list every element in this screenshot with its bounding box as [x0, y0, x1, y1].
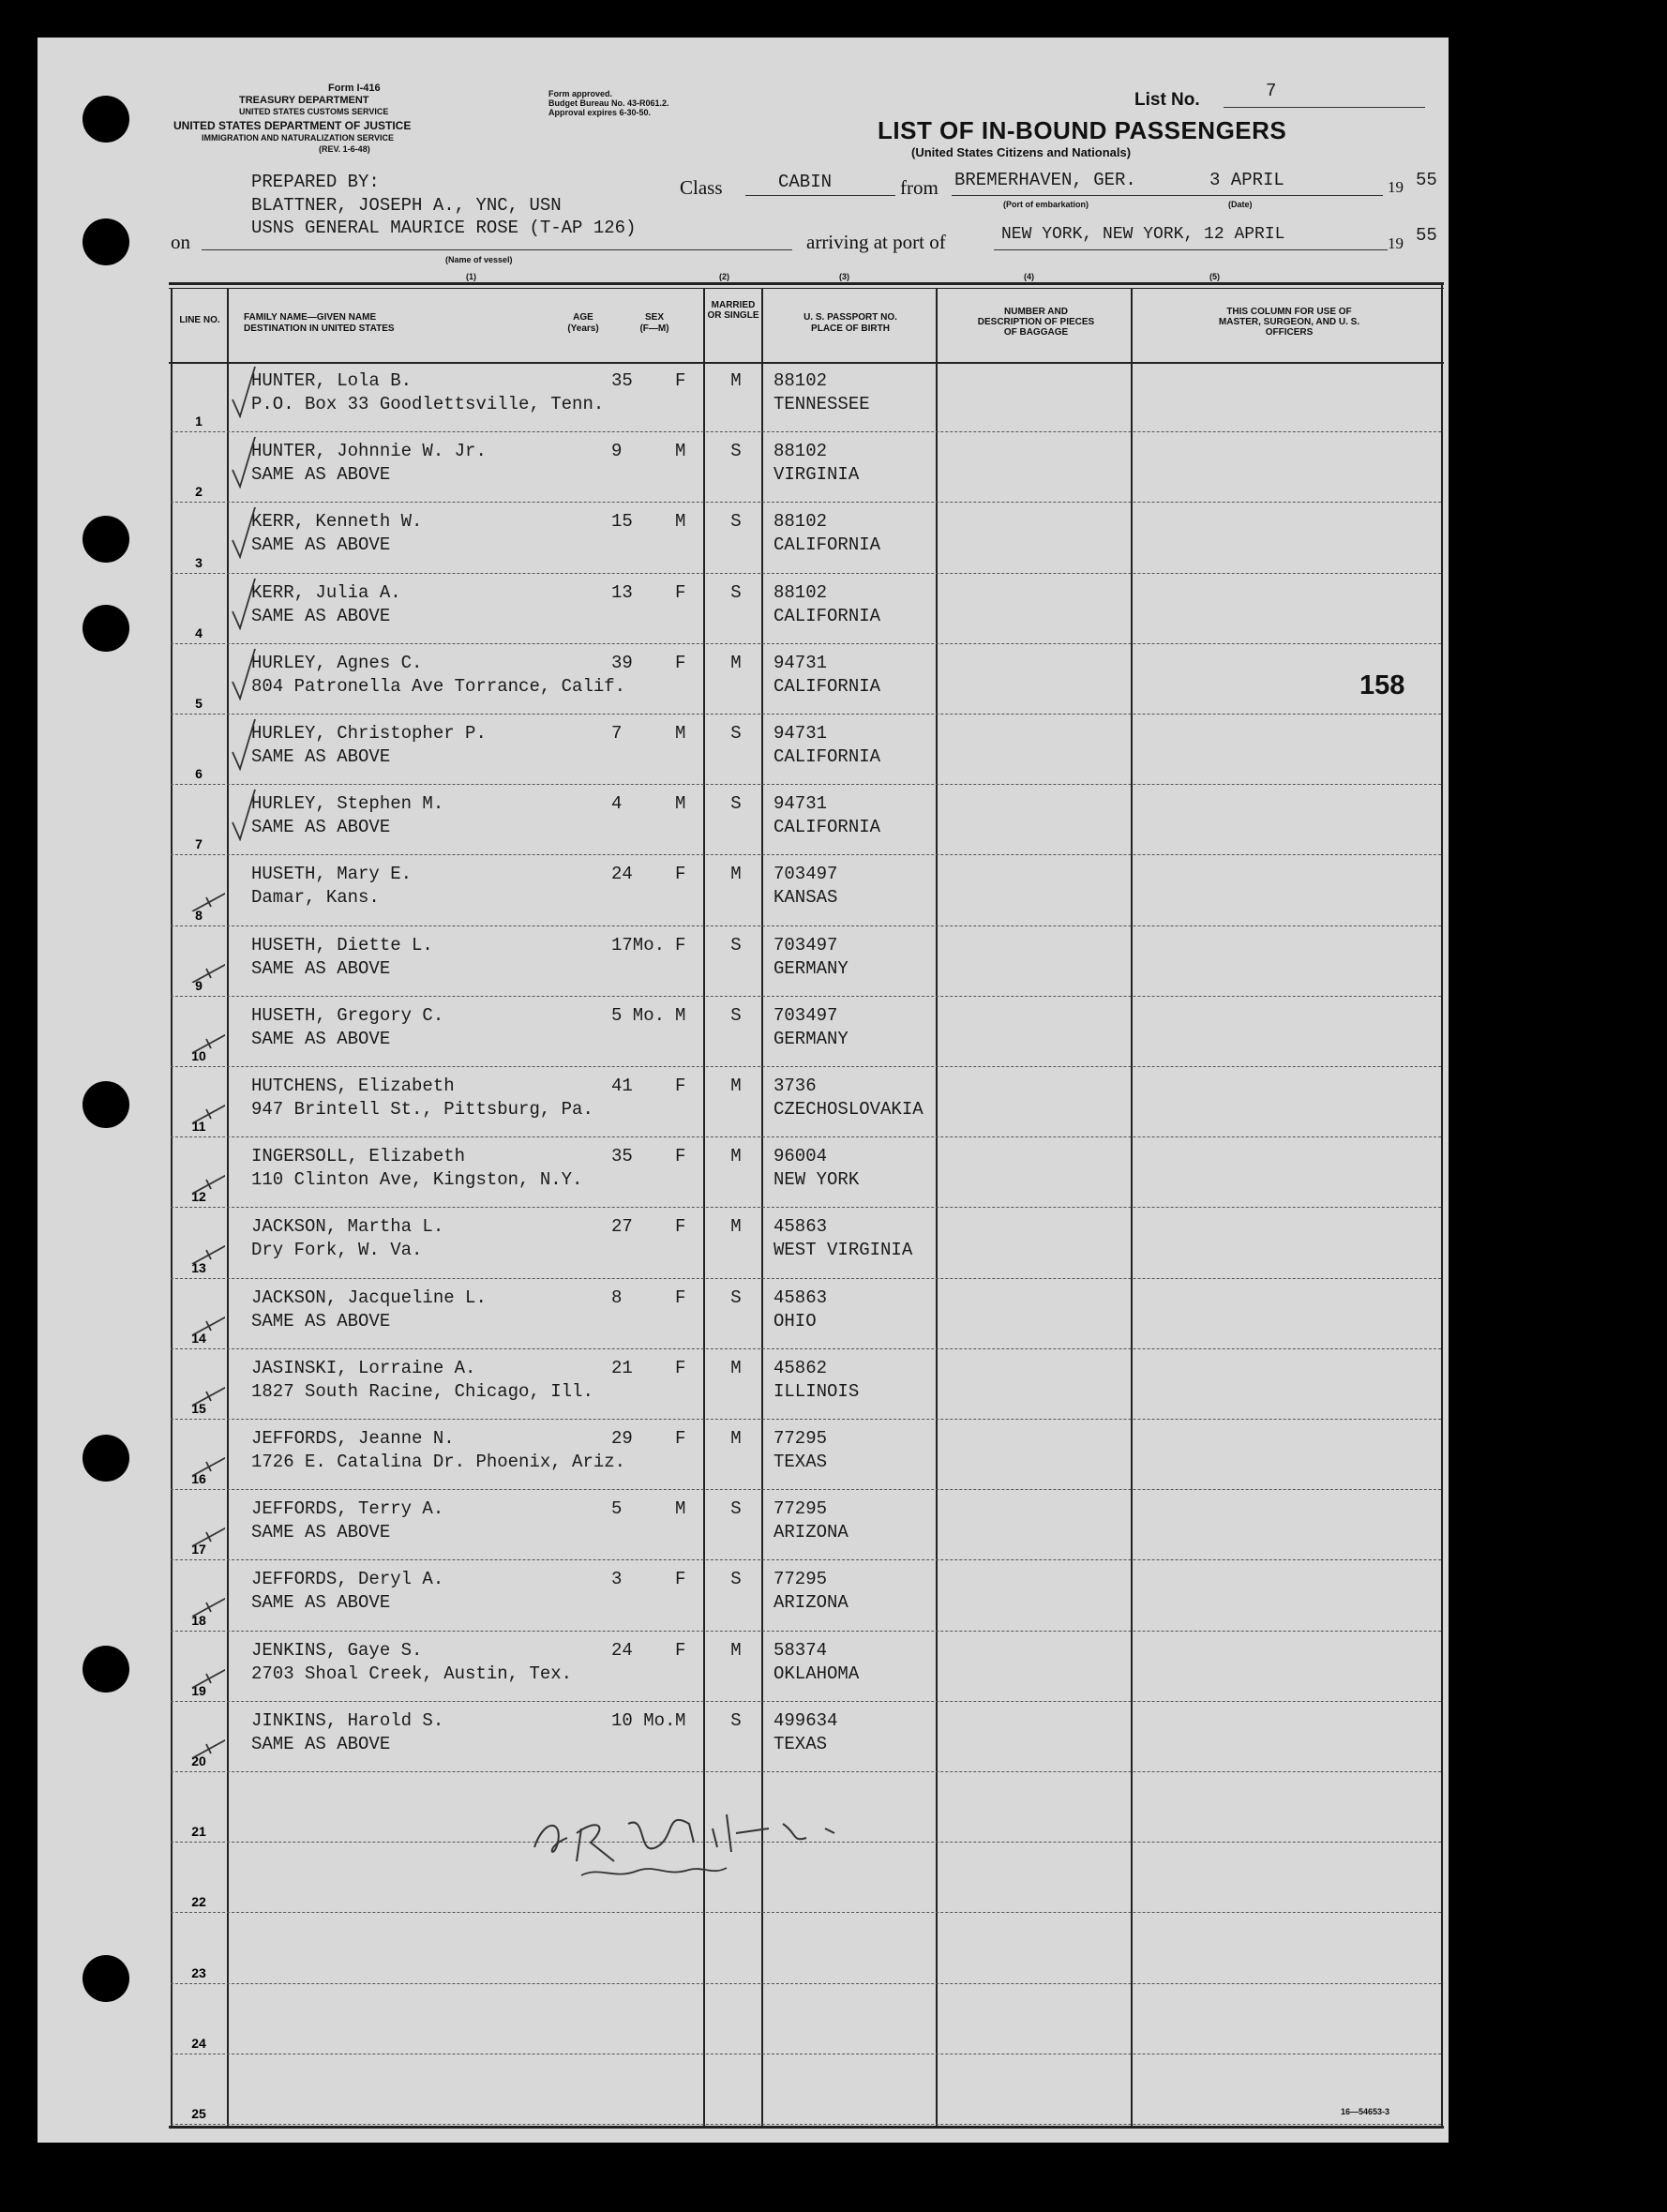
passenger-destination: SAME AS ABOVE	[251, 1733, 391, 1754]
passenger-age: 41	[611, 1076, 633, 1096]
passenger-marital-status: M	[730, 1428, 742, 1449]
passenger-age: 29	[611, 1428, 633, 1449]
col-4-caption: (4)	[1024, 272, 1034, 281]
table-row	[38, 855, 1449, 925]
table-row	[38, 503, 1449, 573]
table-row	[38, 926, 1449, 997]
place-of-birth: VIRGINIA	[773, 464, 860, 486]
place-of-birth: ARIZONA	[773, 1522, 849, 1543]
rev-label: (REV. 1-6-48)	[319, 144, 370, 154]
check-mark	[188, 997, 225, 1053]
arrival-port: NEW YORK, NEW YORK, 12 APRIL	[1001, 225, 1285, 244]
passport-number: 94731	[773, 723, 828, 744]
passenger-age: 5 Mo.	[611, 1004, 666, 1026]
passenger-age: 8	[611, 1287, 623, 1308]
list-no-value: 7	[1266, 81, 1277, 101]
passenger-sex: M	[675, 441, 686, 462]
line-number: 25	[191, 2105, 206, 2121]
passport-number: 94731	[773, 793, 828, 815]
line-number: 10	[191, 1047, 206, 1063]
passenger-age: 21	[611, 1357, 633, 1378]
row-divider	[171, 2124, 1441, 2125]
check-mark	[225, 362, 263, 418]
passenger-name: KERR, Julia A.	[251, 581, 401, 603]
passenger-marital-status: S	[730, 1287, 742, 1308]
place-of-birth: CZECHOSLOVAKIA	[773, 1099, 924, 1120]
col-header-age: AGE	[573, 312, 593, 323]
check-mark	[225, 715, 263, 771]
expires-label: Approval expires 6-30-50.	[548, 108, 652, 117]
passenger-marital-status: S	[730, 793, 742, 815]
annotation-158: 158	[1359, 670, 1405, 700]
line-number: 5	[195, 695, 203, 711]
passenger-sex: F	[675, 1357, 686, 1378]
passenger-name: JASINSKI, Lorraine A.	[251, 1357, 476, 1378]
passenger-destination: SAME AS ABOVE	[251, 1310, 391, 1332]
line-number: 12	[191, 1189, 206, 1205]
place-of-birth: CALIFORNIA	[773, 675, 881, 697]
place-of-birth: GERMANY	[773, 1028, 849, 1049]
place-of-birth: KANSAS	[773, 887, 838, 909]
passenger-destination: 1827 South Racine, Chicago, Ill.	[251, 1380, 593, 1402]
binder-hole	[83, 1081, 129, 1128]
passenger-age: 5	[611, 1498, 623, 1520]
table-row	[38, 1490, 1449, 1560]
passenger-sex: M	[675, 723, 686, 744]
passenger-age: 15	[611, 511, 633, 533]
passenger-name: HUSETH, Mary E.	[251, 864, 413, 885]
place-of-birth: CALIFORNIA	[773, 534, 881, 556]
place-of-birth: GERMANY	[773, 957, 849, 979]
check-mark	[188, 1279, 225, 1335]
passenger-age: 10 Mo.	[611, 1709, 676, 1731]
passenger-marital-status: M	[730, 1639, 742, 1661]
place-of-birth: ARIZONA	[773, 1592, 849, 1614]
binder-hole	[83, 605, 129, 652]
check-mark	[188, 926, 225, 983]
place-of-birth: CALIFORNIA	[773, 817, 881, 838]
table-row	[38, 715, 1449, 785]
passenger-name: KERR, Kenneth W.	[251, 511, 423, 533]
place-of-birth: CALIFORNIA	[773, 605, 881, 626]
passenger-marital-status: M	[730, 370, 742, 391]
passenger-age: 24	[611, 1639, 633, 1661]
passenger-destination: 2703 Shoal Creek, Austin, Tex.	[251, 1663, 573, 1684]
port-embark-caption: (Port of embarkation)	[1003, 200, 1089, 209]
passenger-name: INGERSOLL, Elizabeth	[251, 1146, 466, 1167]
from-date: 3 APRIL	[1209, 170, 1284, 190]
passenger-name: JACKSON, Jacqueline L.	[251, 1287, 487, 1308]
passenger-name: HURLEY, Stephen M.	[251, 793, 444, 815]
passport-number: 77295	[773, 1569, 828, 1590]
from-label: from	[900, 176, 939, 199]
place-of-birth: TENNESSEE	[773, 394, 870, 414]
line-number: 2	[195, 484, 203, 500]
check-mark	[225, 503, 263, 559]
passport-number: 3736	[773, 1076, 817, 1096]
passenger-marital-status: M	[730, 864, 742, 885]
col-header-birth: PLACE OF BIRTH	[811, 324, 890, 334]
passport-number: 58374	[773, 1639, 828, 1661]
passenger-marital-status: S	[730, 511, 742, 533]
arriving-label: arriving at port of	[806, 231, 946, 253]
passport-number: 96004	[773, 1146, 828, 1167]
col-header-officers: THIS COLUMN FOR USE OF MASTER, SURGEON, AND U. S. OFFICERS	[1218, 307, 1360, 338]
line-number: 22	[191, 1894, 206, 1910]
table-row	[38, 1349, 1449, 1420]
class-value: CABIN	[778, 172, 833, 192]
justice-label: UNITED STATES DEPARTMENT OF JUSTICE	[173, 119, 412, 132]
passenger-name: JENKINS, Gaye S.	[251, 1639, 423, 1661]
table-row	[38, 785, 1449, 855]
passenger-age: 3	[611, 1569, 623, 1590]
year-prefix: 19	[1388, 178, 1404, 196]
form-title: LIST OF IN-BOUND PASSENGERS	[878, 116, 1287, 144]
line-number: 8	[195, 907, 203, 923]
line-number: 13	[191, 1259, 206, 1275]
line-number: 11	[191, 1119, 206, 1135]
table-row	[38, 574, 1449, 644]
binder-hole	[83, 1646, 129, 1693]
passenger-destination: SAME AS ABOVE	[251, 746, 391, 767]
passenger-marital-status: S	[730, 1498, 742, 1520]
passenger-sex: F	[675, 1569, 686, 1590]
place-of-birth: OHIO	[773, 1310, 817, 1332]
passport-number: 77295	[773, 1498, 828, 1520]
col-header-married: MARRIED OR SINGLE	[707, 300, 759, 321]
passenger-sex: M	[675, 1004, 686, 1026]
manifest-page	[38, 38, 1449, 2143]
passenger-destination: 804 Patronella Ave Torrance, Calif.	[251, 675, 626, 697]
passenger-destination: 947 Brintell St., Pittsburg, Pa.	[251, 1099, 593, 1120]
binder-hole	[83, 1435, 129, 1482]
table-row	[38, 1137, 1449, 1208]
passenger-sex: F	[675, 864, 686, 885]
passenger-destination: SAME AS ABOVE	[251, 1028, 391, 1049]
passport-number: 94731	[773, 652, 828, 673]
passport-number: 703497	[773, 864, 838, 885]
place-of-birth: OKLAHOMA	[773, 1663, 860, 1684]
passenger-name: JACKSON, Martha L.	[251, 1216, 444, 1238]
passenger-marital-status: S	[730, 441, 742, 462]
passenger-destination: Damar, Kans.	[251, 887, 380, 909]
passenger-marital-status: S	[730, 1569, 742, 1590]
treasury-label: TREASURY DEPARTMENT	[239, 95, 369, 106]
line-number: 17	[191, 1542, 206, 1557]
passenger-destination: 110 Clinton Ave, Kingston, N.Y.	[251, 1169, 583, 1191]
passenger-destination: SAME AS ABOVE	[251, 817, 391, 838]
table-row	[38, 997, 1449, 1067]
check-mark	[225, 785, 263, 841]
line-number: 18	[191, 1612, 206, 1628]
binder-hole	[83, 96, 129, 143]
passenger-sex: F	[675, 1428, 686, 1449]
col-1-caption: (1)	[466, 272, 476, 281]
col-header-years: (Years)	[567, 324, 599, 334]
customs-label: UNITED STATES CUSTOMS SERVICE	[239, 107, 389, 116]
passenger-name: JINKINS, Harold S.	[251, 1709, 444, 1731]
place-of-birth: NEW YORK	[773, 1169, 860, 1191]
passenger-sex: F	[675, 1216, 686, 1238]
check-mark	[225, 574, 263, 630]
passenger-marital-status: S	[730, 934, 742, 956]
table-row	[38, 1560, 1449, 1631]
passenger-sex: F	[675, 1287, 686, 1308]
place-of-birth: TEXAS	[773, 1733, 828, 1754]
passenger-name: JEFFORDS, Terry A.	[251, 1498, 444, 1520]
check-mark	[188, 1702, 225, 1758]
check-mark	[225, 432, 263, 489]
check-mark	[225, 644, 263, 700]
passenger-age: 9	[611, 441, 623, 462]
passenger-name: HURLEY, Agnes C.	[251, 652, 423, 673]
table-row	[38, 2054, 1449, 2125]
passenger-marital-status: M	[730, 1357, 742, 1378]
passport-number: 703497	[773, 934, 838, 956]
check-mark	[188, 1632, 225, 1688]
table-row	[38, 1913, 1449, 1983]
passenger-destination: SAME AS ABOVE	[251, 1592, 391, 1614]
passenger-sex: M	[675, 1498, 686, 1520]
table-row	[38, 362, 1449, 432]
table-row	[38, 1632, 1449, 1702]
table-row	[38, 644, 1449, 715]
passenger-sex: F	[675, 934, 686, 956]
col-header-baggage: NUMBER AND DESCRIPTION OF PIECES OF BAGGAGE	[977, 307, 1095, 338]
ins-label: IMMIGRATION AND NATURALIZATION SERVICE	[202, 133, 394, 143]
binder-hole	[83, 218, 129, 265]
passenger-sex: F	[675, 652, 686, 673]
line-number: 23	[191, 1964, 206, 1980]
check-mark	[188, 1420, 225, 1476]
line-number: 9	[195, 977, 203, 993]
line-number: 16	[191, 1471, 206, 1487]
passenger-age: 39	[611, 652, 633, 673]
passenger-sex: M	[675, 1709, 686, 1731]
passenger-sex: F	[675, 1146, 686, 1167]
binder-hole	[83, 516, 129, 563]
passport-number: 45863	[773, 1216, 828, 1238]
prepared-by-value: BLATTNER, JOSEPH A., YNC, USN	[251, 195, 562, 216]
col-2-caption: (2)	[719, 272, 729, 281]
passport-number: 703497	[773, 1004, 838, 1026]
passenger-name: JEFFORDS, Deryl A.	[251, 1569, 444, 1590]
passenger-destination: 1726 E. Catalina Dr. Phoenix, Ariz.	[251, 1452, 626, 1472]
passenger-age: 17Mo.	[611, 934, 666, 956]
passenger-destination: SAME AS ABOVE	[251, 464, 391, 486]
passenger-destination: P.O. Box 33 Goodlettsville, Tenn.	[251, 394, 605, 414]
table-row	[38, 1702, 1449, 1772]
passenger-sex: F	[675, 1076, 686, 1096]
passenger-marital-status: S	[730, 1004, 742, 1026]
col-5-caption: (5)	[1209, 272, 1220, 281]
passport-number: 88102	[773, 511, 828, 533]
passenger-name: HUTCHENS, Elizabeth	[251, 1076, 455, 1096]
year2-prefix: 19	[1388, 234, 1404, 252]
year-suffix: 55	[1416, 170, 1437, 190]
passenger-marital-status: S	[730, 1709, 742, 1731]
passenger-age: 24	[611, 864, 633, 885]
form-subtitle: (United States Citizens and Nationals)	[911, 145, 1132, 159]
passenger-destination: SAME AS ABOVE	[251, 1522, 391, 1543]
line-number: 20	[191, 1753, 206, 1768]
passenger-name: HUSETH, Diette L.	[251, 934, 433, 956]
vessel-caption: (Name of vessel)	[445, 255, 513, 264]
year2-suffix: 55	[1416, 225, 1437, 246]
passenger-age: 35	[611, 370, 633, 391]
passport-number: 88102	[773, 581, 828, 603]
footer-code: 16—54653-3	[1341, 2107, 1390, 2116]
passport-number: 499634	[773, 1709, 838, 1731]
passenger-marital-status: S	[730, 581, 742, 603]
place-of-birth: CALIFORNIA	[773, 746, 881, 767]
col-3-caption: (3)	[839, 272, 849, 281]
list-no-label: List No.	[1134, 90, 1200, 110]
passenger-marital-status: M	[730, 1076, 742, 1096]
passenger-age: 4	[611, 793, 623, 815]
table-row	[38, 1067, 1449, 1137]
col-header-fm: (F—M)	[639, 324, 669, 334]
class-label: Class	[680, 176, 723, 199]
line-number: 4	[195, 624, 203, 640]
passenger-age: 35	[611, 1146, 633, 1167]
col-header-passport: U. S. PASSPORT NO.	[803, 312, 897, 323]
col-header-name: FAMILY NAME—GIVEN NAME	[244, 312, 377, 323]
passenger-name: HUSETH, Gregory C.	[251, 1004, 444, 1026]
passenger-marital-status: M	[730, 652, 742, 673]
binder-hole	[83, 1955, 129, 2002]
prepared-by-label: PREPARED BY:	[251, 172, 380, 192]
col-header-line-no: LINE NO.	[179, 315, 220, 325]
table-row	[38, 1279, 1449, 1349]
passenger-marital-status: M	[730, 1146, 742, 1167]
table-row	[38, 432, 1449, 503]
line-number: 7	[195, 836, 203, 852]
passenger-destination: SAME AS ABOVE	[251, 957, 391, 979]
place-of-birth: WEST VIRGINIA	[773, 1240, 913, 1261]
on-label: on	[171, 231, 190, 253]
passenger-age: 27	[611, 1216, 633, 1238]
check-mark	[188, 1490, 225, 1546]
passenger-sex: F	[675, 581, 686, 603]
table-row	[38, 1984, 1449, 2054]
check-mark	[188, 1137, 225, 1194]
table-row	[38, 1208, 1449, 1278]
place-of-birth: ILLINOIS	[773, 1380, 860, 1402]
from-port: BREMERHAVEN, GER.	[954, 170, 1136, 190]
date-caption: (Date)	[1228, 200, 1253, 209]
passenger-destination: SAME AS ABOVE	[251, 605, 391, 626]
passenger-sex: F	[675, 1639, 686, 1661]
passport-number: 88102	[773, 370, 828, 391]
signature	[525, 1791, 881, 1894]
line-number: 6	[195, 766, 203, 782]
col-header-destination: DESTINATION IN UNITED STATES	[244, 324, 395, 334]
table-row	[38, 1420, 1449, 1490]
line-number: 1	[195, 414, 203, 429]
passenger-name: HURLEY, Christopher P.	[251, 723, 487, 744]
line-number: 21	[191, 1824, 206, 1840]
passenger-age: 13	[611, 581, 633, 603]
check-mark	[188, 1560, 225, 1617]
line-number: 14	[191, 1330, 206, 1346]
passenger-name: JEFFORDS, Jeanne N.	[251, 1428, 455, 1449]
passenger-sex: M	[675, 793, 686, 815]
passenger-name: HUNTER, Johnnie W. Jr.	[251, 441, 487, 462]
line-number: 19	[191, 1682, 206, 1698]
passport-number: 77295	[773, 1428, 828, 1449]
passport-number: 45862	[773, 1357, 828, 1378]
approved-label: Form approved.	[548, 89, 613, 98]
passport-number: 88102	[773, 441, 828, 462]
line-number: 3	[195, 554, 203, 570]
check-mark	[188, 1349, 225, 1406]
passenger-destination: Dry Fork, W. Va.	[251, 1240, 423, 1261]
place-of-birth: TEXAS	[773, 1452, 828, 1472]
check-mark	[188, 1067, 225, 1123]
vessel-name: USNS GENERAL MAURICE ROSE (T-AP 126)	[251, 218, 637, 238]
passport-number: 45863	[773, 1287, 828, 1308]
col-header-sex: SEX	[644, 312, 664, 323]
passenger-marital-status: M	[730, 1216, 742, 1238]
passenger-marital-status: S	[730, 723, 742, 744]
check-mark	[188, 855, 225, 911]
budget-label: Budget Bureau No. 43-R061.2.	[548, 98, 669, 108]
check-mark	[188, 1208, 225, 1264]
passenger-age: 7	[611, 723, 623, 744]
passenger-sex: F	[675, 370, 686, 391]
passenger-sex: M	[675, 511, 686, 533]
line-number: 15	[191, 1400, 206, 1416]
passenger-destination: SAME AS ABOVE	[251, 534, 391, 556]
form-number: Form I-416	[328, 83, 381, 94]
line-number: 24	[191, 2035, 206, 2051]
passenger-name: HUNTER, Lola B.	[251, 370, 413, 391]
